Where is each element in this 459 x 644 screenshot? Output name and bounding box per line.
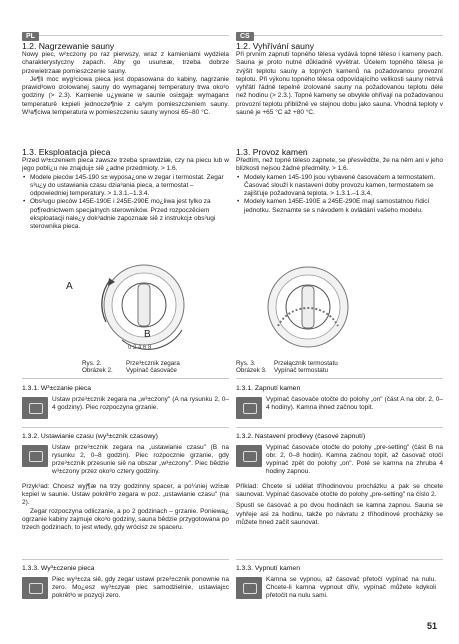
figure-label-b: B [144, 329, 151, 340]
list-item: • Modely kamen 145E-190E a 245E-290E mají samostatnou řídicí jednotku. Seznamte se s návodem k ovládání vašeho modelu. [236, 198, 443, 215]
section-1-3-3-pl [22, 565, 229, 600]
section-1-3-1-pl [22, 385, 229, 412]
figure-3-number-pl: Rys. 3. [236, 360, 256, 367]
timer-icon [236, 397, 262, 419]
divider [236, 427, 443, 428]
paragraph: Ustaw prze³±cznik zegara na „w³±czony" (A na rysunku 2, 0–4 godziny). Piec rozpoczyna grzanie. [52, 395, 229, 411]
paragraph: Je¶li moc wyg³ciowa pieca jest dopasowana do kabiny, nagrzanie prawid³owo izolowanej sauny do wymaganej temperatury trwa oko³o godziny (> 2.3). Kamienie u¿ywane w saunie osi±gaj± wymagan± temperaturê k±pieli jednocze¶nie z ca³ym pomieszczeniem sauny. W³a¶ciwa temperatura w pomieszczeniu sauny wynosi 65–80 °C. [22, 75, 229, 117]
paragraph: Příklad: Chcete si udělat tříhodinovou procházku a pak se chcete saunovat. Vypínač časovače otočte do polohy „pre-setting" na číslo 2. [236, 482, 443, 498]
paragraph: Při prvním zapnutí topného tělesa vydává topné těleso i kameny pach. Sauna je proto nutné důkladně vyvětrat. Účelem topného tělesa je zvýšit teplotu sauny a topných kamenů na požadovanou provozní teplotu. Při výkonu topného tělesa odpovídajícího velikosti sauny netrvá vyhřátí řádně tepelně izolované sauny na požadovanou teplotu déle než hodinu (> 2.3.). Topné kameny se obvykle ohřívají na požadovanou provozní teplotu přibližně ve stejnou dobu jako sauna. Vhodná teploty v sauně je +65 °C až +80 °C. [236, 51, 443, 117]
section-1-3-2-cs [236, 433, 443, 527]
paragraph: Předtím, než topné těleso zapnete, se přesvědčte, že na něm ani v jeho blízkosti nejsou žádné předměty. > 1.6. [236, 157, 443, 173]
list-item: • Obs³ugu pieców 145E-190E i 245E-290E mo¿liwa jest tylko za po¶rednictwem specjalnych sterowników. Przed rozpoczêciem eksploatacji nale¿y dok³adnie zapoznaæ siê z instrukcj± obs³ugi sterownika pieca. [22, 198, 229, 231]
section-title: 1.2. Vyhřívání sauny [236, 41, 315, 51]
divider [236, 559, 443, 560]
section-1-3-2-pl [22, 433, 229, 532]
timer-icon [236, 577, 262, 599]
section-title: 1.3. Eksploatacja pieca [22, 147, 111, 157]
subsection-title: 1.3.3. Vypnutí kamen [236, 565, 300, 572]
section-title: 1.2. Nagrzewanie sauny [22, 41, 115, 51]
paragraph: Ustaw prze³±cznik zegara na „ustawianie czasu" (B na rysunku 2, 0–8 godzin). Piec rozpocznie grzanie, gdy prze³±cznik przesunie siê na obszar „w³±czony". Piec bêdzie w³±czony przez oko³o cztery godziny. [52, 443, 229, 476]
thermostat-dial-figure [256, 264, 366, 350]
section-1-3-3-cs [236, 565, 443, 600]
bullet-list [236, 174, 443, 215]
divider [22, 427, 229, 428]
lang-badge-cs: CS [236, 32, 254, 41]
paragraph: Vypínač časovače otočte do polohy „pre-setting" (část B na obr. 2, 0–8 hodin). Kamna začnou topit, až časovač otočí vypínač zpět do polohy „on". Poté se kamna na zhruba 4 hodiny zapnou. [266, 443, 443, 476]
section-title: 1.3. Provoz kamen [236, 147, 308, 157]
timer-icon [22, 577, 48, 599]
subsection-title: 1.3.1. W³±czanie pieca [22, 385, 92, 392]
section-1-2-cs [236, 41, 443, 117]
list-item: • Modele pieców 145-190 s± wyposa¿one w zegar i termostat. Zegar s³u¿y do ustawiania czasu dzia³ania pieca, a termostat – odpowiedniej temperatury. > 1.3.1.–1.3.4. [22, 174, 229, 199]
section-1-2-pl [22, 41, 229, 117]
paragraph: Kamna se vypnou, až časovač přetočí vypínač na nulu. Chcete-li kamna vypnout dřív, vypínač můžete kdykoli přetočit na nulu sami. [266, 575, 436, 600]
timer-icon [22, 445, 48, 467]
svg-text:0 2 4 6 8: 0 2 4 6 8 [128, 345, 152, 350]
divider [22, 559, 229, 560]
paragraph: Przed w³±czeniem pieca zawsze trzeba sprawdziæ, czy na piecu lub w jego pobli¿u nie znajduj± siê ¿adne przedmioty. > 1.6. [22, 157, 229, 173]
paragraph: Zegar rozpoczyna odliczanie, a po 2 godzinach – grzanie. Poniewa¿ ogrzanie kabiny zajmuje oko³o godziny, sauna bêdzie przygotowana po trzech godzinach, to jest wtedy, gdy wrócisz ze spaceru. [22, 507, 229, 532]
figure-3-caption-pl: Przełącznik termostatu [274, 360, 338, 367]
figure-2-number-cs: Obrázek 2. [82, 367, 113, 374]
figure-2-caption-pl: Prze³±cznik zegara [126, 360, 180, 367]
page-number: 51 [426, 621, 437, 631]
figure-3-caption-cs: Vypínač termostatu [274, 367, 329, 374]
list-item: • Modely kamen 145-190 jsou vybavené časovačem a termostatem. Časovač slouží k nastavení doby provozu kamen, termostatem se zajišťuje požadovaná teplota. > 1.3.1.–1.3.4. [236, 174, 443, 199]
left-header [22, 25, 229, 40]
subsection-title: 1.3.1. Zapnutí kamen [236, 385, 301, 392]
timer-icon [236, 445, 262, 467]
paragraph: Przyk³ad: Chcesz wyj¶æ na trzy godzinny spacer, a po¼niej wzi±æ k±piel w saunie. Ustaw pokrêt³o zegara w poz. „ustawianie czasu" (na 2). [22, 482, 229, 507]
divider [22, 378, 229, 379]
lang-badge-pl: PL [22, 32, 39, 41]
figure-2-caption-cs: Vypínač časovače [126, 367, 177, 374]
section-1-3-pl [22, 147, 229, 232]
paragraph: Vypínač časovače otočte do polohy „on" (část A na obr. 2, 0–4 hodiny). Kamna ihned začnou topit. [266, 395, 443, 411]
figure-2-number-pl: Rys. 2. [82, 360, 102, 367]
subsection-title: 1.3.2. Ustawianie czasu (wy³±cznik czasowy) [22, 433, 158, 440]
figure-3-number-cs: Obrázek 3. [236, 367, 267, 374]
paragraph: Piec wy³±cza siê, gdy zegar ustawi prze³±cznik ponownie na zero. Mo¿esz wy³±czyæ piec samodzielnie, ustawiaj±c pokrêt³o w pozycji zero. [52, 575, 229, 600]
divider [236, 378, 443, 379]
right-header [236, 25, 443, 40]
paragraph: Spustí se časovač a po dvou hodinách se kamna zapnou. Sauna se vyhřeje asi za hodinu, takže po návratu z tříhodinové procházky se můžete hned začít saunovat. [236, 502, 443, 526]
timer-icon [22, 397, 48, 419]
subsection-title: 1.3.3. Wy³±czenie pieca [22, 565, 95, 572]
section-1-3-1-cs [236, 385, 443, 412]
section-1-3-cs [236, 147, 443, 215]
bullet-list [22, 174, 229, 232]
subsection-title: 1.3.2. Nastavení prodlevy (časové zapnutí) [236, 433, 366, 440]
paragraph: Nowy piec, w²±czony po raz pierwszy, wraz z kamieniami wydziela charakterystyczny zapach. Aby go usun±æ, trzeba dobrze przewietrzaæ pomieszczenie sauny. [22, 51, 229, 75]
figure-label-a: A [66, 281, 73, 292]
